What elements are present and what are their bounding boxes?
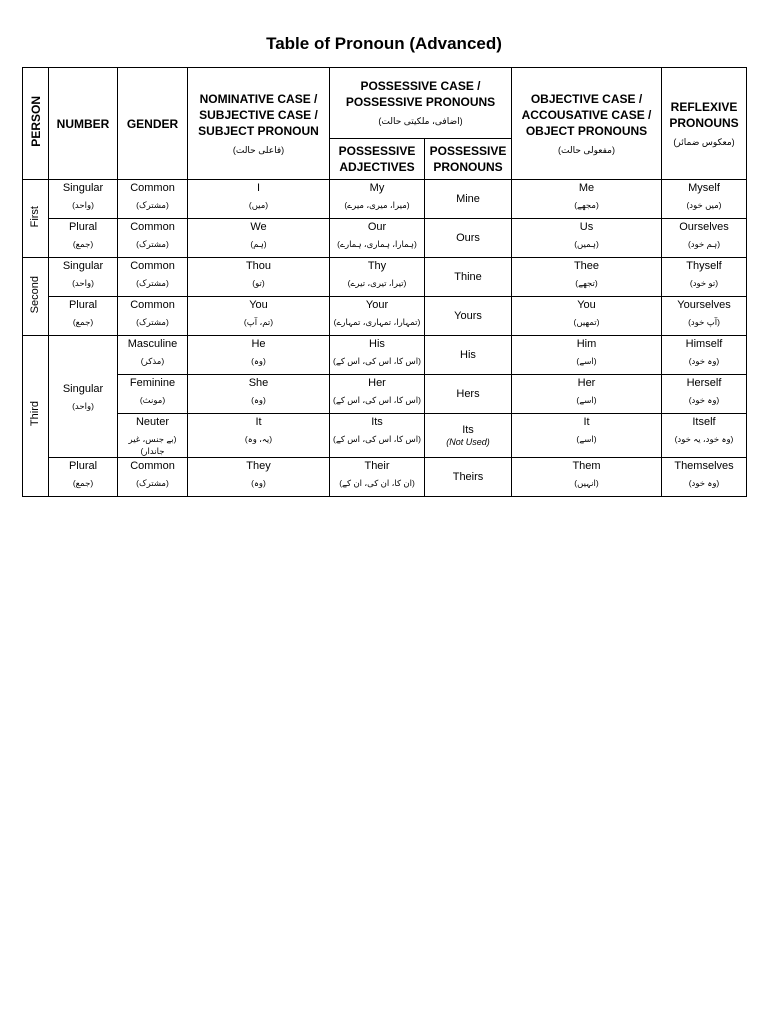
objective-cell: It (اسے) [512, 414, 662, 458]
possessive-pronoun-cell: Its (Not Used) [425, 414, 512, 458]
table-row [23, 219, 747, 258]
number-cell: Plural (جمع) [49, 219, 118, 258]
number-cell: Plural (جمع) [49, 297, 118, 336]
possessive-pronoun-cell: Hers [425, 375, 512, 414]
header-possessive: POSSESSIVE CASE / POSSESSIVE PRONOUNS (اضافی، ملکیتی حالت) [330, 68, 512, 139]
nominative-cell: They (وہ) [188, 458, 330, 497]
possessive-pronoun-cell: Thine [425, 258, 512, 297]
possessive-pronoun-cell: Theirs [425, 458, 512, 497]
possessive-adjective-cell: Thy (تیرا، تیری، تیرے) [330, 258, 425, 297]
header-possessive-adjectives: POSSESSIVE ADJECTIVES [330, 139, 425, 180]
header-objective: OBJECTIVE CASE / ACCOUSATIVE CASE / OBJECT PRONOUNS (مفعولی حالت) [512, 68, 662, 180]
possessive-adjective-cell: Our (ہمارا، ہماری، ہمارے) [330, 219, 425, 258]
nominative-cell: I (میں) [188, 180, 330, 219]
possessive-adjective-cell: His (اس کا، اس کی، اس کے) [330, 336, 425, 375]
table-row [23, 297, 747, 336]
header-person: PERSON [23, 68, 49, 180]
number-cell: Singular (واحد) [49, 258, 118, 297]
possessive-adjective-cell: My (میرا، میری، میرے) [330, 180, 425, 219]
gender-cell: Common (مشترک) [118, 458, 188, 497]
objective-cell: Thee (تجھے) [512, 258, 662, 297]
objective-cell: Them (انہیں) [512, 458, 662, 497]
gender-cell: Neuter (بے جنس، غیر جاندار) [118, 414, 188, 458]
table-row [23, 336, 747, 375]
table-row [23, 180, 747, 219]
nominative-cell: It (یہ، وہ) [188, 414, 330, 458]
possessive-adjective-cell: Your (تمہارا، تمہاری، تمہارے) [330, 297, 425, 336]
gender-cell: Common (مشترک) [118, 180, 188, 219]
table-row [23, 414, 747, 458]
reflexive-cell: Ourselves (ہم خود) [662, 219, 747, 258]
reflexive-cell: Thyself (تو خود) [662, 258, 747, 297]
nominative-cell: You (تم، آپ) [188, 297, 330, 336]
objective-cell: You (تمھیں) [512, 297, 662, 336]
number-cell: Singular (واحد) [49, 180, 118, 219]
header-nominative: NOMINATIVE CASE / SUBJECTIVE CASE / SUBJECT PRONOUN (فاعلی حالت) [188, 68, 330, 180]
table-row [23, 258, 747, 297]
header-number: NUMBER [49, 68, 118, 180]
gender-cell: Feminine (مونث) [118, 375, 188, 414]
header-row-1 [23, 68, 747, 139]
person-first: First [23, 180, 49, 258]
objective-cell: Her (اسے) [512, 375, 662, 414]
gender-cell: Common (مشترک) [118, 219, 188, 258]
objective-cell: Me (مجھے) [512, 180, 662, 219]
person-second: Second [23, 258, 49, 336]
objective-cell: Us (ہمیں) [512, 219, 662, 258]
gender-cell: Masculine (مذکر) [118, 336, 188, 375]
possessive-adjective-cell: Her (اس کا، اس کی، اس کے) [330, 375, 425, 414]
table-row [23, 375, 747, 414]
table-row [23, 458, 747, 497]
nominative-cell: She (وہ) [188, 375, 330, 414]
page-title: Table of Pronoun (Advanced) [266, 34, 502, 53]
possessive-adjective-cell: Its (اس کا، اس کی، اس کے) [330, 414, 425, 458]
gender-cell: Common (مشترک) [118, 297, 188, 336]
nominative-cell: We (ہم) [188, 219, 330, 258]
number-cell: Singular (واحد) [49, 336, 118, 458]
nominative-cell: Thou (تو) [188, 258, 330, 297]
reflexive-cell: Yourselves (آپ خود) [662, 297, 747, 336]
reflexive-cell: Myself (میں خود) [662, 180, 747, 219]
possessive-pronoun-cell: Mine [425, 180, 512, 219]
number-cell: Plural (جمع) [49, 458, 118, 497]
possessive-pronoun-cell: His [425, 336, 512, 375]
possessive-pronoun-cell: Yours [425, 297, 512, 336]
reflexive-cell: Themselves (وہ خود) [662, 458, 747, 497]
possessive-pronoun-cell: Ours [425, 219, 512, 258]
person-third: Third [23, 336, 49, 497]
header-reflexive: REFLEXIVE PRONOUNS (معکوس ضمائر) [662, 68, 747, 180]
possessive-adjective-cell: Their (ان کا، ان کی، ان کے) [330, 458, 425, 497]
reflexive-cell: Itself (وہ خود، یہ خود) [662, 414, 747, 458]
gender-cell: Common (مشترک) [118, 258, 188, 297]
header-possessive-pronouns: POSSESSIVE PRONOUNS [425, 139, 512, 180]
reflexive-cell: Herself (وہ خود) [662, 375, 747, 414]
objective-cell: Him (اسے) [512, 336, 662, 375]
reflexive-cell: Himself (وہ خود) [662, 336, 747, 375]
pronoun-table [22, 67, 747, 497]
nominative-cell: He (وہ) [188, 336, 330, 375]
header-gender: GENDER [118, 68, 188, 180]
